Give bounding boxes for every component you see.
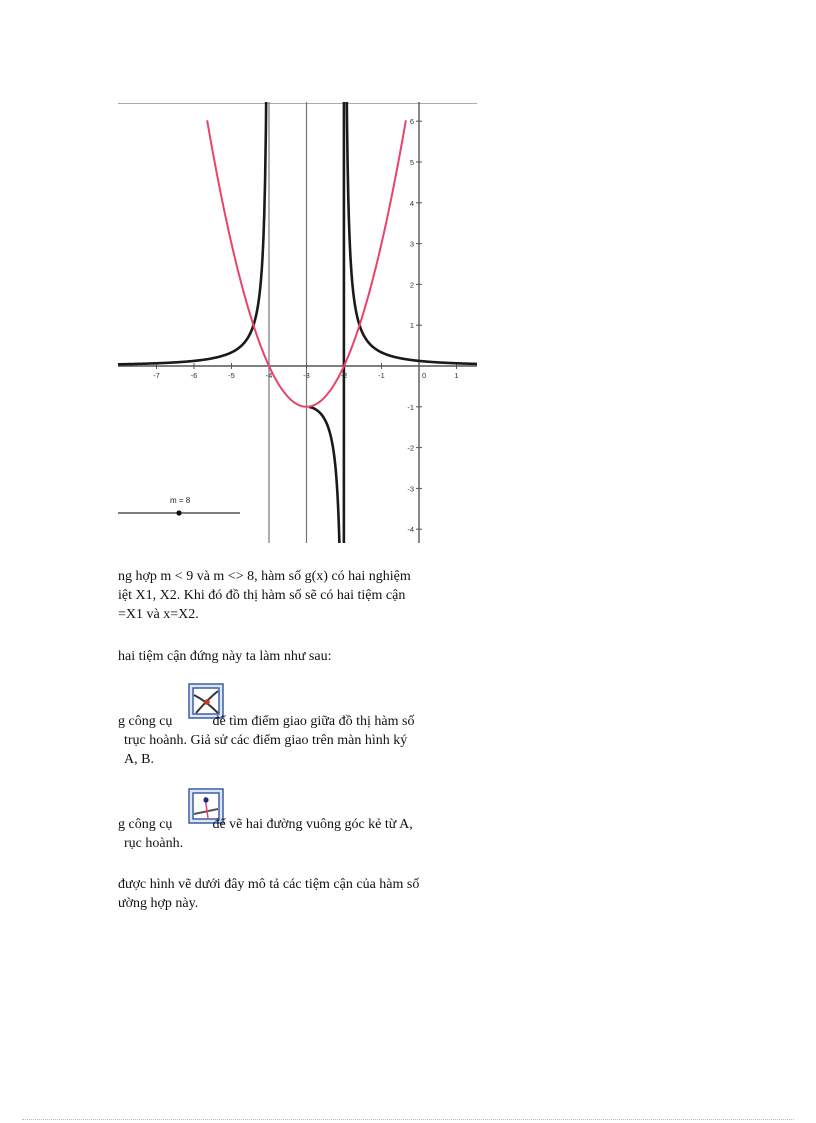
y-tick-label: 5 — [409, 158, 414, 167]
text-line: được hình vẽ dưới đây mô tả các tiệm cận của hàm số — [118, 877, 420, 892]
x-tick-label: -2 — [340, 371, 348, 380]
text-line: A, B. — [124, 752, 154, 767]
text-line — [118, 815, 478, 834]
step-2 — [118, 815, 478, 853]
text-line — [118, 712, 478, 731]
text-line: trục hoành. Giả sử các điểm giao trên màn hình ký — [124, 733, 408, 748]
text-line: hai tiệm cận đứng này ta làm như sau: — [118, 649, 332, 664]
text-line: ng hợp m < 9 và m <> 8, hàm số g(x) có hai nghiệm — [118, 569, 411, 584]
origin-label: 0 — [422, 371, 427, 380]
x-tick-label: -1 — [378, 371, 385, 380]
step-2-prefix: g công cụ — [118, 817, 173, 832]
y-tick-label: -4 — [407, 525, 414, 535]
page-bottom-rule — [22, 1119, 794, 1120]
text-line: =X1 và x=X2. — [118, 607, 199, 622]
paragraph-3 — [118, 875, 478, 913]
text-line: ường hợp này. — [118, 896, 199, 911]
x-tick-label: -5 — [228, 371, 235, 380]
x-tick-label: -4 — [265, 371, 273, 380]
y-tick-label: 2 — [409, 280, 414, 290]
y-tick-label: 3 — [409, 239, 414, 249]
hyperbola-right-branch — [309, 102, 477, 543]
x-tick-label: -7 — [153, 371, 160, 380]
step-1-suffix: để tìm điểm giao giữa đồ thị hàm số — [212, 714, 415, 729]
text-line: rục hoành. — [124, 836, 184, 851]
y-tick-label: -1 — [407, 402, 414, 412]
step-2-suffix: để vẽ hai đường vuông góc kẻ từ A, — [212, 817, 413, 832]
x-tick-label: 1 — [454, 371, 459, 380]
slider-label: m = 8 — [170, 496, 191, 505]
y-tick-label: 4 — [409, 198, 414, 208]
function-graph — [118, 102, 477, 543]
x-tick-label: -3 — [303, 371, 310, 380]
step-1 — [118, 712, 478, 769]
y-tick-label: -3 — [407, 484, 414, 494]
hyperbola-left-branch — [118, 102, 267, 365]
graph-canvas — [118, 102, 477, 543]
paragraph-1 — [118, 567, 478, 624]
y-tick-label: 6 — [409, 117, 414, 127]
text-line: iệt X1, X2. Khi đó đồ thị hàm số sẽ có hai tiệm cận — [118, 588, 406, 603]
step-1-prefix: g công cụ — [118, 714, 173, 729]
slider-knob[interactable] — [176, 510, 181, 515]
x-tick-label: -6 — [190, 371, 198, 380]
paragraph-2 — [118, 647, 478, 666]
y-tick-label: 1 — [409, 321, 414, 331]
y-tick-label: -2 — [407, 443, 414, 453]
